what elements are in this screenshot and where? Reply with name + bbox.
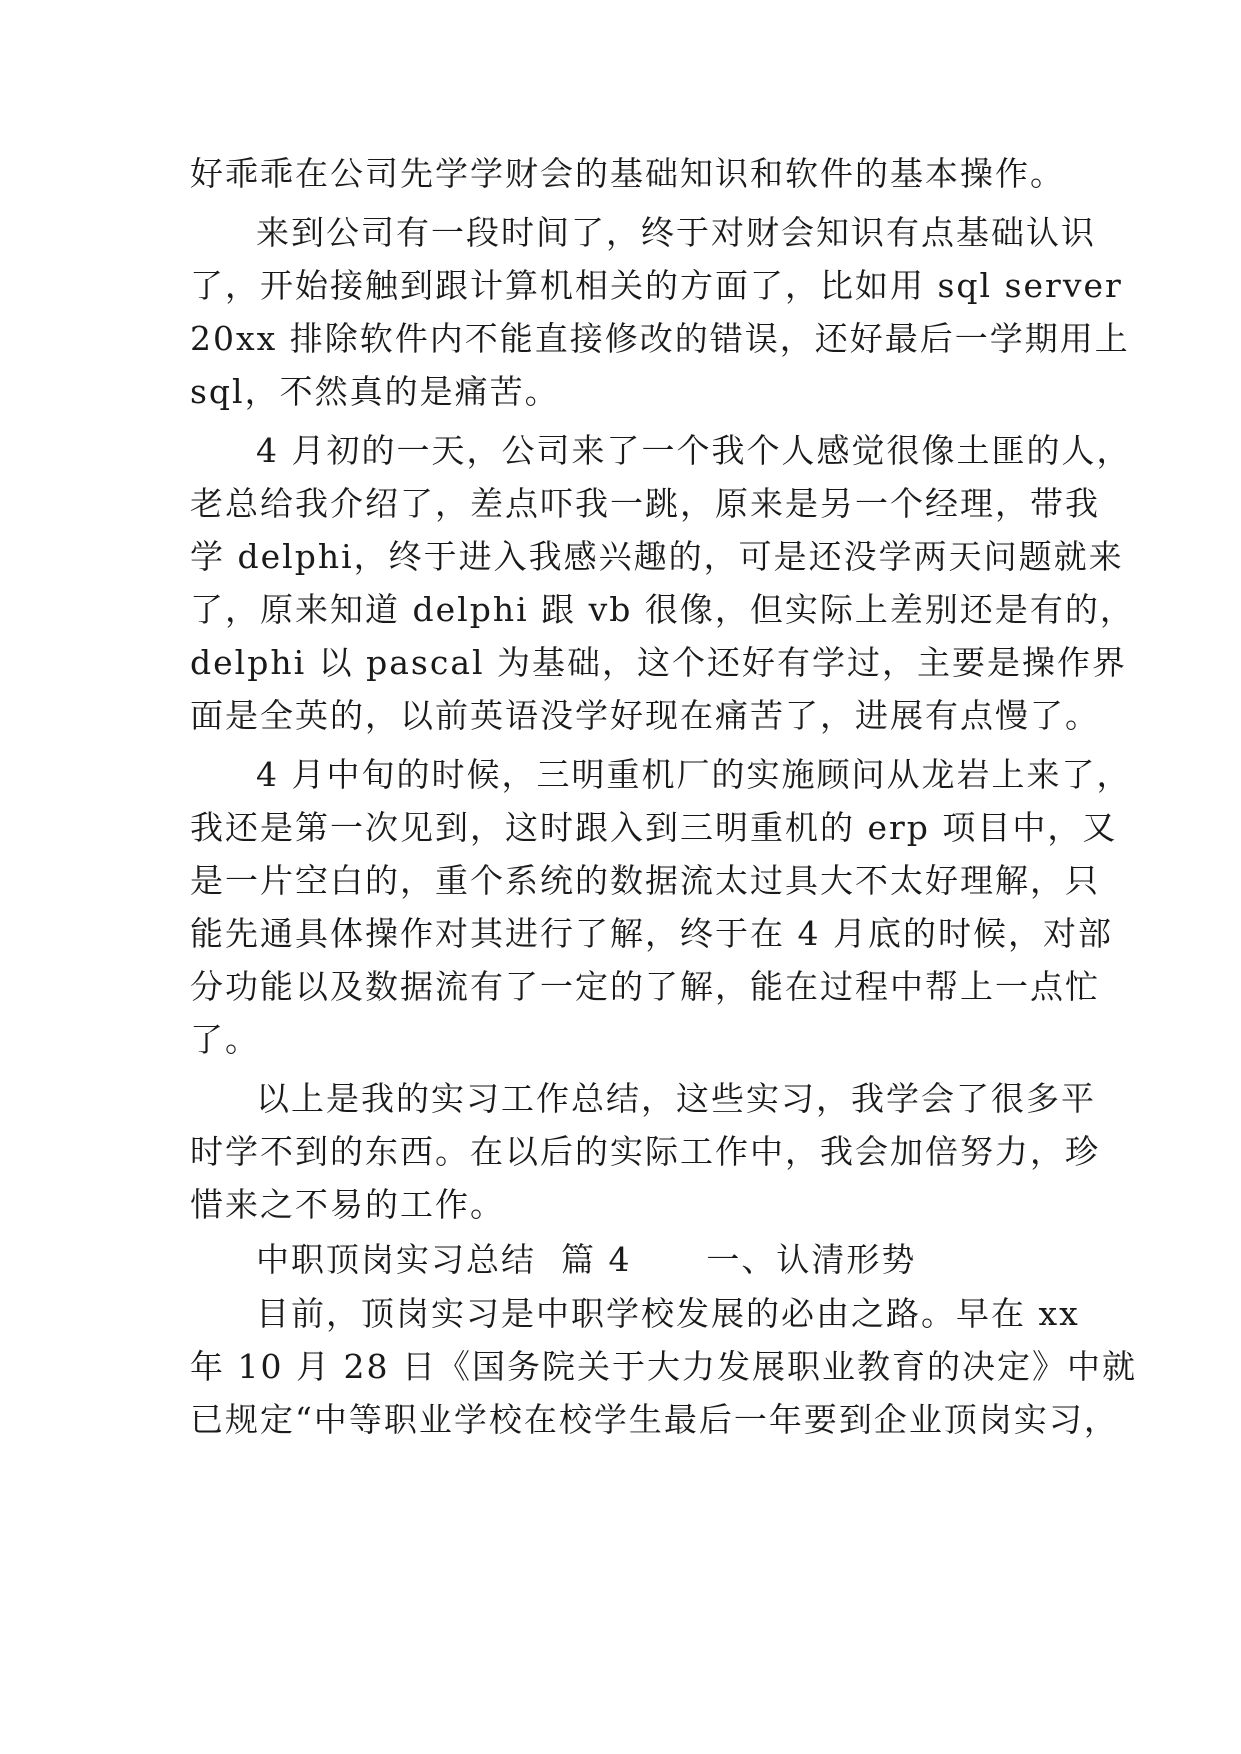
- paragraph-start-line: 来到公司有一段时间了，终于对财会知识有点基础认识: [256, 213, 1096, 252]
- text-line: 了，原来知道 delphi 跟 vb 很像，但实际上差别还是有的，: [190, 590, 1135, 629]
- paragraph-start-line: 4 月初的一天，公司来了一个我个人感觉很像土匪的人，: [256, 431, 1132, 470]
- text-line: 20xx 排除软件内不能直接修改的错误，还好最后一学期用上: [190, 319, 1130, 358]
- text-line: 学 delphi，终于进入我感兴趣的，可是还没学两天问题就来: [190, 537, 1124, 576]
- paragraph-start-line: 4 月中旬的时候，三明重机厂的实施顾问从龙岩上来了，: [256, 755, 1132, 794]
- text-line: 年 10 月 28 日《国务院关于大力发展职业教育的决定》中就: [190, 1347, 1137, 1386]
- text-line: 能先通具体操作对其进行了解，终于在 4 月底的时候，对部: [190, 914, 1113, 953]
- text-line: 老总给我介绍了，差点吓我一跳，原来是另一个经理，带我: [190, 484, 1100, 523]
- text-line: 是一片空白的，重个系统的数据流太过具大不太好理解，只: [190, 861, 1100, 900]
- text-line: 面是全英的，以前英语没学好现在痛苦了，进展有点慢了。: [190, 696, 1100, 735]
- text-line: 好乖乖在公司先学学财会的基础知识和软件的基本操作。: [190, 154, 1065, 193]
- text-line: 时学不到的东西。在以后的实际工作中，我会加倍努力，珍: [190, 1132, 1100, 1171]
- text-line: 了。: [190, 1020, 260, 1059]
- paragraph-start-line: 以上是我的实习工作总结，这些实习，我学会了很多平: [256, 1079, 1096, 1118]
- text-line: 惜来之不易的工作。: [190, 1185, 505, 1224]
- text-line: sql，不然真的是痛苦。: [190, 372, 560, 411]
- text-line: 我还是第一次见到，这时跟入到三明重机的 erp 项目中，又: [190, 808, 1118, 847]
- text-line: 分功能以及数据流有了一定的了解，能在过程中帮上一点忙: [190, 967, 1100, 1006]
- section-heading-line: 中职顶岗实习总结 篇 4 一、认清形势: [256, 1240, 917, 1279]
- text-line: 已规定“中等职业学校在校学生最后一年要到企业顶岗实习，: [190, 1400, 1119, 1439]
- paragraph-start-line: 目前，顶岗实习是中职学校发展的必由之路。早在 xx: [256, 1294, 1080, 1333]
- text-line: 了，开始接触到跟计算机相关的方面了，比如用 sql server: [190, 266, 1123, 305]
- text-line: delphi 以 pascal 为基础，这个还好有学过，主要是操作界: [190, 643, 1128, 682]
